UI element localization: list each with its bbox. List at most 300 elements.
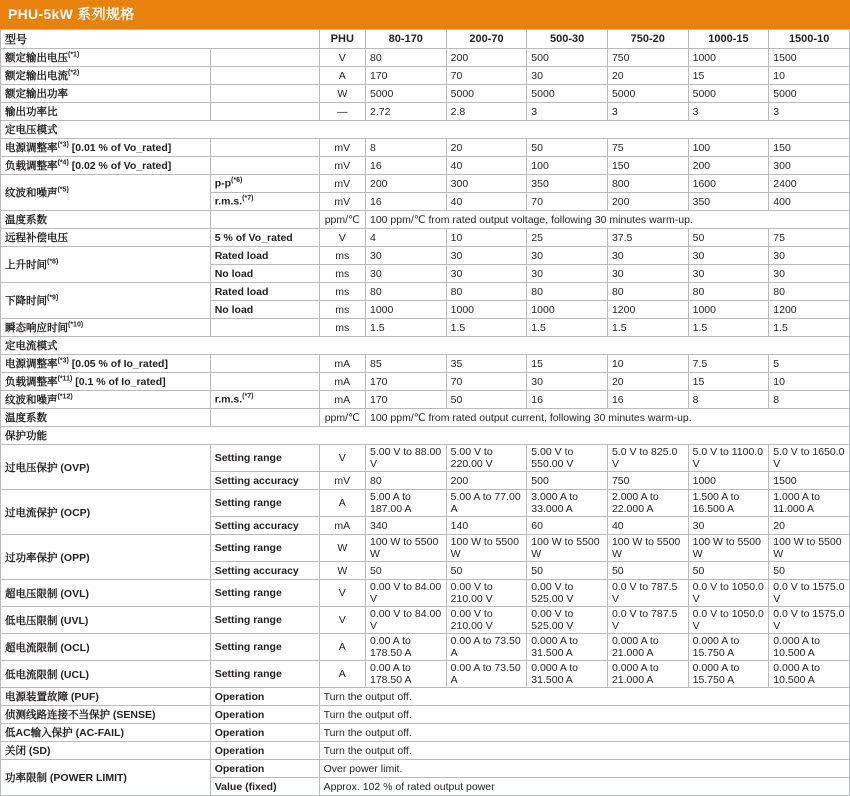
value-cell: 1000 (365, 301, 446, 319)
row-sublabel: Operation (210, 724, 319, 742)
column-header: 500-30 (527, 30, 608, 49)
table-row (1, 229, 850, 247)
value-cell: 15 (688, 373, 769, 391)
value-cell: 4 (365, 229, 446, 247)
spanning-value: Approx. 102 % of rated output power (319, 778, 849, 796)
section-label: 保护功能 (1, 427, 850, 445)
row-sublabel: Operation (210, 742, 319, 760)
value-cell: 5.0 V to 1650.0 V (769, 445, 850, 472)
value-cell: 0.00 A to 73.50 A (446, 634, 527, 661)
value-cell: 0.00 V to 525.00 V (527, 580, 608, 607)
unit-cell: mV (319, 139, 365, 157)
value-cell: 50 (607, 562, 688, 580)
value-cell: 50 (446, 391, 527, 409)
row-label: 瞬态响应时间$^{(*10)}$ (1, 319, 211, 337)
value-cell: 1500 (769, 472, 850, 490)
value-cell: 80 (688, 283, 769, 301)
row-sublabel: $p-p^{(*6)}$ (210, 175, 319, 193)
value-cell: 80 (607, 283, 688, 301)
value-cell: 5000 (688, 85, 769, 103)
column-header: 750-20 (607, 30, 688, 49)
value-cell: 10 (446, 229, 527, 247)
value-cell: 20 (607, 373, 688, 391)
unit-cell: W (319, 85, 365, 103)
value-cell: 30 (446, 265, 527, 283)
value-cell: 15 (527, 355, 608, 373)
row-sublabel (210, 355, 319, 373)
value-cell: 5000 (527, 85, 608, 103)
value-cell: 0.0 V to 1575.0 V (769, 607, 850, 634)
footnote-marker: (*3) (57, 357, 69, 365)
unit-cell: ppm/℃ (319, 211, 365, 229)
value-cell: 0.00 A to 178.50 A (365, 661, 446, 688)
value-cell: 2400 (769, 175, 850, 193)
value-cell: 0.00 V to 84.00 V (365, 580, 446, 607)
value-cell: 200 (446, 49, 527, 67)
value-cell: 20 (769, 517, 850, 535)
value-cell: 100 W to 5500 W (769, 535, 850, 562)
value-cell: 20 (607, 67, 688, 85)
value-cell: 1000 (527, 301, 608, 319)
row-sublabel: Value (fixed) (210, 778, 319, 796)
table-row (1, 409, 850, 427)
value-cell: 0.000 A to 21.000 A (607, 634, 688, 661)
value-cell: 3 (688, 103, 769, 121)
table-row (1, 706, 850, 724)
value-cell: 75 (607, 139, 688, 157)
value-cell: 1600 (688, 175, 769, 193)
row-label: 电源调整率$^{(*3)}$ [0.05 % of Io_rated] (1, 355, 211, 373)
table-row (1, 85, 850, 103)
value-cell: 30 (446, 247, 527, 265)
value-cell: 150 (769, 139, 850, 157)
page-title: PHU-5kW 系列规格 (0, 0, 850, 29)
row-sublabel: Operation (210, 760, 319, 778)
row-sublabel (210, 373, 319, 391)
row-label: 低电流限制 (UCL) (1, 661, 211, 688)
spanning-value: Turn the output off. (319, 706, 849, 724)
value-cell: 100 W to 5500 W (607, 535, 688, 562)
value-cell: 0.0 V to 1050.0 V (688, 580, 769, 607)
value-cell: 30 (365, 247, 446, 265)
value-cell: 5000 (446, 85, 527, 103)
value-cell: 30 (607, 265, 688, 283)
value-cell: 40 (446, 157, 527, 175)
footnote-marker: (*1) (68, 51, 80, 59)
row-label: 温度系数 (1, 211, 211, 229)
row-label: 电源装置故障 (PUF) (1, 688, 211, 706)
value-cell: 25 (527, 229, 608, 247)
unit-cell: ms (319, 301, 365, 319)
table-row (1, 67, 850, 85)
row-label: 过电压保护 (OVP) (1, 445, 211, 490)
value-cell: 37.5 (607, 229, 688, 247)
row-label: 电源调整率$^{(*3)}$ [0.01 % of Vo_rated] (1, 139, 211, 157)
value-cell: 16 (365, 157, 446, 175)
value-cell: 200 (607, 193, 688, 211)
row-sublabel (210, 211, 319, 229)
value-cell: 70 (527, 193, 608, 211)
value-cell: 1000 (446, 301, 527, 319)
table-row (1, 580, 850, 607)
section-row (1, 121, 850, 139)
value-cell: 1.5 (688, 319, 769, 337)
value-cell: 3.000 A to 33.000 A (527, 490, 608, 517)
value-cell: 500 (527, 472, 608, 490)
row-label: 纹波和噪声$^{(*5)}$ (1, 175, 211, 211)
value-cell: 1.500 A to 16.500 A (688, 490, 769, 517)
column-header: 200-70 (446, 30, 527, 49)
value-cell: 3 (527, 103, 608, 121)
row-sublabel: Setting range (210, 580, 319, 607)
value-cell: 170 (365, 391, 446, 409)
unit-cell: ppm/℃ (319, 409, 365, 427)
unit-cell: mA (319, 355, 365, 373)
value-cell: 80 (527, 283, 608, 301)
value-cell: 20 (446, 139, 527, 157)
column-header: 型号 (1, 30, 320, 49)
table-row (1, 211, 850, 229)
row-sublabel (210, 85, 319, 103)
value-cell: 1.5 (527, 319, 608, 337)
unit-cell: V (319, 580, 365, 607)
row-label: 功率限制 (POWER LIMIT) (1, 760, 211, 796)
value-cell: 80 (446, 283, 527, 301)
unit-cell: mV (319, 193, 365, 211)
row-label: 侦测线路连接不当保护 (SENSE) (1, 706, 211, 724)
table-row (1, 724, 850, 742)
row-label: 额定输出功率 (1, 85, 211, 103)
value-cell: 8 (365, 139, 446, 157)
value-cell: 10 (607, 355, 688, 373)
table-row (1, 355, 850, 373)
value-cell: 0.00 V to 210.00 V (446, 580, 527, 607)
value-cell: 16 (365, 193, 446, 211)
row-sublabel: Setting range (210, 661, 319, 688)
value-cell: 0.00 A to 73.50 A (446, 661, 527, 688)
value-cell: 30 (769, 265, 850, 283)
row-sublabel: Setting range (210, 535, 319, 562)
value-cell: 30 (527, 247, 608, 265)
footnote-marker: (*9) (47, 294, 59, 302)
value-cell: 200 (688, 157, 769, 175)
footnote-marker: (*7) (242, 195, 254, 203)
value-cell: 1000 (688, 49, 769, 67)
value-cell: 0.0 V to 787.5 V (607, 580, 688, 607)
row-sublabel: r.m.s.$^{(*7)}$ (210, 391, 319, 409)
unit-cell: ms (319, 319, 365, 337)
value-cell: 0.000 A to 10.500 A (769, 634, 850, 661)
value-cell: 30 (607, 247, 688, 265)
value-cell: 5000 (769, 85, 850, 103)
value-cell: 0.000 A to 10.500 A (769, 661, 850, 688)
value-cell: 1000 (688, 472, 769, 490)
value-cell: 5.0 V to 825.0 V (607, 445, 688, 472)
value-cell: 5000 (365, 85, 446, 103)
value-cell: 7.5 (688, 355, 769, 373)
spanning-value: 100 ppm/℃ from rated output current, following 30 minutes warm-up. (365, 409, 849, 427)
value-cell: 170 (365, 373, 446, 391)
value-cell: 80 (769, 283, 850, 301)
unit-cell: A (319, 490, 365, 517)
footnote-marker: (*6) (231, 177, 243, 185)
table-row (1, 283, 850, 301)
value-cell: 100 W to 5500 W (446, 535, 527, 562)
value-cell: 30 (527, 265, 608, 283)
row-label: 超电流限制 (OCL) (1, 634, 211, 661)
row-label: 上升时间$^{(*8)}$ (1, 247, 211, 283)
value-cell: 50 (365, 562, 446, 580)
value-cell: 16 (607, 391, 688, 409)
unit-cell: mV (319, 157, 365, 175)
row-label-suffix: [0.1 % of Io_rated] (72, 376, 166, 388)
row-sublabel (210, 67, 319, 85)
value-cell: 300 (446, 175, 527, 193)
value-cell: 2.8 (446, 103, 527, 121)
table-header-row (1, 30, 850, 49)
row-sublabel (210, 409, 319, 427)
value-cell: 800 (607, 175, 688, 193)
unit-cell: — (319, 103, 365, 121)
footnote-marker: (*4) (57, 159, 69, 167)
value-cell: 0.00 V to 525.00 V (527, 607, 608, 634)
footnote-marker: (*3) (57, 141, 69, 149)
value-cell: 1.5 (446, 319, 527, 337)
row-label: 关闭 (SD) (1, 742, 211, 760)
value-cell: 350 (688, 193, 769, 211)
value-cell: 5.00 V to 88.00 V (365, 445, 446, 472)
section-row (1, 427, 850, 445)
table-row (1, 661, 850, 688)
value-cell: 100 (527, 157, 608, 175)
unit-cell: A (319, 661, 365, 688)
row-sublabel (210, 319, 319, 337)
row-sublabel (210, 139, 319, 157)
value-cell: 8 (688, 391, 769, 409)
value-cell: 5.0 V to 1100.0 V (688, 445, 769, 472)
value-cell: 50 (527, 139, 608, 157)
table-body (1, 30, 850, 796)
footnote-marker: (*8) (47, 258, 59, 266)
value-cell: 40 (607, 517, 688, 535)
row-sublabel: Operation (210, 688, 319, 706)
value-cell: 1500 (769, 49, 850, 67)
column-header: 80-170 (365, 30, 446, 49)
row-label: 低电压限制 (UVL) (1, 607, 211, 634)
unit-cell: ms (319, 247, 365, 265)
unit-cell: mA (319, 373, 365, 391)
row-sublabel: No load (210, 265, 319, 283)
row-sublabel: Setting range (210, 445, 319, 472)
value-cell: 30 (688, 247, 769, 265)
value-cell: 1.5 (365, 319, 446, 337)
value-cell: 16 (527, 391, 608, 409)
value-cell: 10 (769, 67, 850, 85)
table-row (1, 103, 850, 121)
value-cell: 200 (446, 472, 527, 490)
unit-cell: V (319, 607, 365, 634)
footnote-marker: (*7) (242, 393, 254, 401)
table-row (1, 319, 850, 337)
column-header: 1500-10 (769, 30, 850, 49)
value-cell: 30 (688, 265, 769, 283)
section-label: 定电流模式 (1, 337, 850, 355)
value-cell: 0.0 V to 1575.0 V (769, 580, 850, 607)
value-cell: 750 (607, 472, 688, 490)
footnote-marker: (*11) (57, 375, 73, 383)
table-row (1, 634, 850, 661)
row-label: 远程补偿电压 (1, 229, 211, 247)
footnote-marker: (*2) (68, 69, 80, 77)
value-cell: 0.000 A to 31.500 A (527, 661, 608, 688)
value-cell: 5.00 V to 220.00 V (446, 445, 527, 472)
section-label: 定电压模式 (1, 121, 850, 139)
row-label: 额定输出电流$^{(*2)}$ (1, 67, 211, 85)
row-sublabel (210, 157, 319, 175)
row-label-suffix: [0.02 % of Vo_rated] (68, 160, 172, 172)
value-cell: 70 (446, 67, 527, 85)
value-cell: 200 (365, 175, 446, 193)
value-cell: 100 (688, 139, 769, 157)
value-cell: 30 (365, 265, 446, 283)
row-sublabel: Setting range (210, 634, 319, 661)
row-sublabel (210, 49, 319, 67)
value-cell: 50 (769, 562, 850, 580)
unit-cell: A (319, 67, 365, 85)
row-sublabel: Setting accuracy (210, 517, 319, 535)
value-cell: 400 (769, 193, 850, 211)
value-cell: 100 W to 5500 W (365, 535, 446, 562)
table-row (1, 139, 850, 157)
table-row (1, 688, 850, 706)
row-label-suffix: [0.01 % of Vo_rated] (68, 142, 172, 154)
table-row (1, 742, 850, 760)
unit-cell: mV (319, 472, 365, 490)
value-cell: 0.000 A to 15.750 A (688, 634, 769, 661)
value-cell: 0.000 A to 15.750 A (688, 661, 769, 688)
value-cell: 100 W to 5500 W (527, 535, 608, 562)
value-cell: 1.5 (607, 319, 688, 337)
value-cell: 100 W to 5500 W (688, 535, 769, 562)
value-cell: 1.5 (769, 319, 850, 337)
value-cell: 750 (607, 49, 688, 67)
spanning-value: Turn the output off. (319, 724, 849, 742)
value-cell: 3 (607, 103, 688, 121)
value-cell: 35 (446, 355, 527, 373)
value-cell: 5.00 V to 550.00 V (527, 445, 608, 472)
value-cell: 30 (769, 247, 850, 265)
row-label: 下降时间$^{(*9)}$ (1, 283, 211, 319)
row-sublabel: Operation (210, 706, 319, 724)
value-cell: 1000 (688, 301, 769, 319)
value-cell: 150 (607, 157, 688, 175)
table-row (1, 247, 850, 265)
value-cell: 30 (688, 517, 769, 535)
footnote-marker: (*5) (57, 186, 69, 194)
value-cell: 60 (527, 517, 608, 535)
table-row (1, 490, 850, 517)
value-cell: 30 (527, 67, 608, 85)
column-header: PHU (319, 30, 365, 49)
value-cell: 0.00 V to 210.00 V (446, 607, 527, 634)
value-cell: 2.72 (365, 103, 446, 121)
value-cell: 80 (365, 283, 446, 301)
value-cell: 80 (365, 49, 446, 67)
row-label: 低AC输入保护 (AC-FAIL) (1, 724, 211, 742)
value-cell: 3 (769, 103, 850, 121)
value-cell: 1200 (607, 301, 688, 319)
spanning-value: Turn the output off. (319, 742, 849, 760)
table-row (1, 391, 850, 409)
value-cell: 0.0 V to 1050.0 V (688, 607, 769, 634)
spanning-value: Over power limit. (319, 760, 849, 778)
value-cell: 340 (365, 517, 446, 535)
value-cell: 0.0 V to 787.5 V (607, 607, 688, 634)
row-sublabel: r.m.s.$^{(*7)}$ (210, 193, 319, 211)
value-cell: 80 (365, 472, 446, 490)
value-cell: 10 (769, 373, 850, 391)
footnote-marker: (*10) (68, 321, 84, 329)
value-cell: 500 (527, 49, 608, 67)
value-cell: 2.000 A to 22.000 A (607, 490, 688, 517)
table-row (1, 157, 850, 175)
value-cell: 5 (769, 355, 850, 373)
table-row (1, 607, 850, 634)
unit-cell: V (319, 49, 365, 67)
unit-cell: W (319, 535, 365, 562)
value-cell: 50 (446, 562, 527, 580)
row-sublabel: Setting range (210, 490, 319, 517)
unit-cell: W (319, 562, 365, 580)
row-sublabel: Setting accuracy (210, 562, 319, 580)
row-sublabel: Setting accuracy (210, 472, 319, 490)
value-cell: 0.000 A to 31.500 A (527, 634, 608, 661)
value-cell: 0.000 A to 21.000 A (607, 661, 688, 688)
value-cell: 5.00 A to 77.00 A (446, 490, 527, 517)
table-row (1, 373, 850, 391)
value-cell: 8 (769, 391, 850, 409)
unit-cell: mV (319, 175, 365, 193)
spanning-value: Turn the output off. (319, 688, 849, 706)
table-row (1, 535, 850, 562)
row-label: 温度系数 (1, 409, 211, 427)
row-sublabel: Setting range (210, 607, 319, 634)
row-sublabel: 5 % of Vo_rated (210, 229, 319, 247)
unit-cell: V (319, 229, 365, 247)
value-cell: 15 (688, 67, 769, 85)
value-cell: 50 (688, 229, 769, 247)
row-label: 超电压限制 (OVL) (1, 580, 211, 607)
table-row (1, 175, 850, 193)
value-cell: 50 (527, 562, 608, 580)
value-cell: 75 (769, 229, 850, 247)
value-cell: 50 (688, 562, 769, 580)
value-cell: 140 (446, 517, 527, 535)
column-header: 1000-15 (688, 30, 769, 49)
value-cell: 5.00 A to 187.00 A (365, 490, 446, 517)
section-row (1, 337, 850, 355)
table-row (1, 445, 850, 472)
unit-cell: ms (319, 283, 365, 301)
value-cell: 5000 (607, 85, 688, 103)
value-cell: 350 (527, 175, 608, 193)
unit-cell: V (319, 445, 365, 472)
value-cell: 85 (365, 355, 446, 373)
row-label: 负载调整率$^{(*11)}$ [0.1 % of Io_rated] (1, 373, 211, 391)
value-cell: 170 (365, 67, 446, 85)
row-label: 负载调整率$^{(*4)}$ [0.02 % of Vo_rated] (1, 157, 211, 175)
row-label: 过功率保护 (OPP) (1, 535, 211, 580)
